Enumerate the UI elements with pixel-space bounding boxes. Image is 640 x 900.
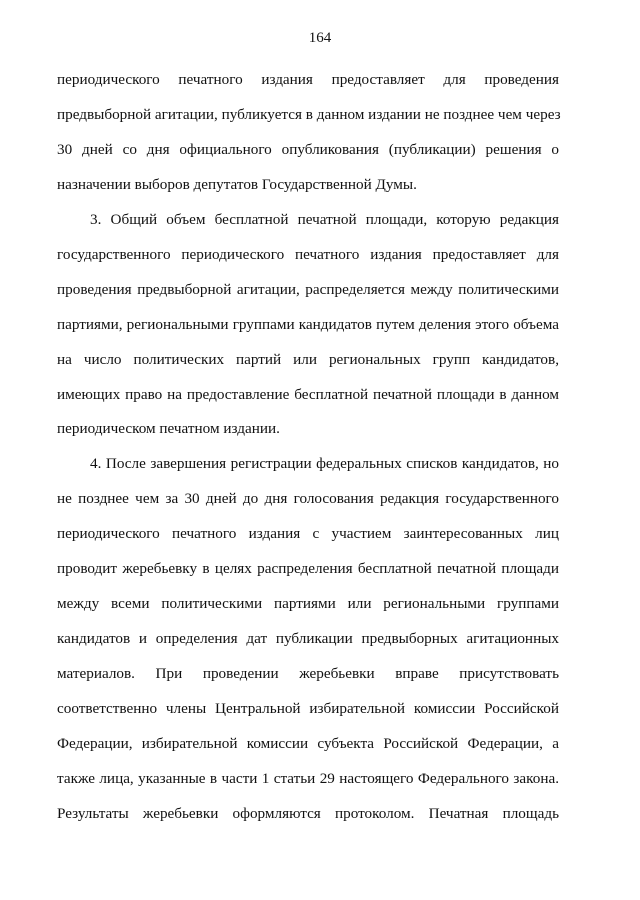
- text-line: партиями, региональными группами кандидатов путем деления этого объема: [57, 316, 559, 333]
- text-line: проведения предвыборной агитации, распределяется между политическими: [57, 281, 559, 298]
- text-line: на число политических партий или региональных групп кандидатов,: [57, 351, 559, 368]
- text-line: проводит жеребьевку в целях распределения бесплатной печатной площади: [57, 560, 559, 577]
- text-line: 4. После завершения регистрации федеральных списков кандидатов, но: [90, 455, 559, 472]
- text-line: материалов. При проведении жеребьевки вправе присутствовать: [57, 665, 559, 682]
- text-line: предвыборной агитации, публикуется в данном издании не позднее чем через: [57, 106, 561, 123]
- text-line: государственного периодического печатного издания предоставляет для: [57, 246, 559, 263]
- page-number: 164: [308, 30, 332, 46]
- text-line: 30 дней со дня официального опубликования (публикации) решения о: [57, 141, 559, 158]
- text-line: кандидатов и определения дат публикации предвыборных агитационных: [57, 630, 559, 647]
- text-line: Федерации, избирательной комиссии субъекта Российской Федерации, а: [57, 735, 559, 752]
- text-line: имеющих право на предоставление бесплатной печатной площади в данном: [57, 386, 559, 403]
- text-line: также лица, указанные в части 1 статьи 29 настоящего Федерального закона.: [57, 770, 559, 787]
- text-line: не позднее чем за 30 дней до дня голосования редакция государственного: [57, 490, 559, 507]
- text-line: между всеми политическими партиями или региональными группами: [57, 595, 559, 612]
- text-line: периодическом печатном издании.: [57, 420, 280, 437]
- text-line: периодического печатного издания с участием заинтересованных лиц: [57, 525, 559, 542]
- text-line: периодического печатного издания предоставляет для проведения: [57, 71, 559, 88]
- text-line: назначении выборов депутатов Государственной Думы.: [57, 176, 417, 193]
- text-line: Результаты жеребьевки оформляются протоколом. Печатная площадь: [57, 805, 559, 822]
- text-line: 3. Общий объем бесплатной печатной площади, которую редакция: [90, 211, 559, 228]
- text-line: соответственно члены Центральной избирательной комиссии Российской: [57, 700, 559, 717]
